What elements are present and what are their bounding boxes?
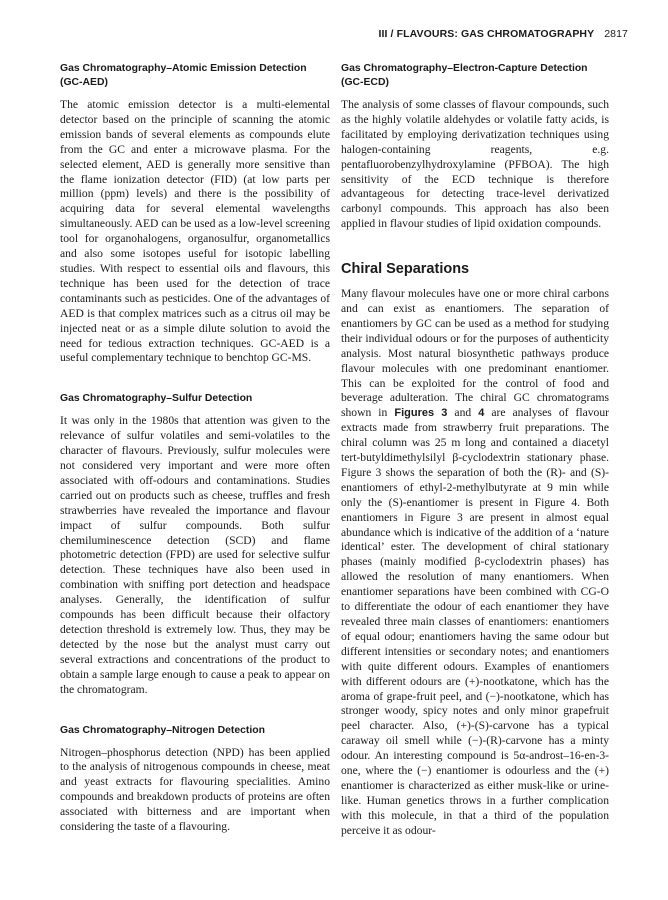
figure-reference-4[interactable]: 4: [478, 407, 485, 420]
paragraph-gc-ecd: The analysis of some classes of flavour compounds, such as the highly volatile aldehydes or volatile fatty acids, is facilitated by employing derivatization techniques using halogen-containing reagents, e.g. pentafluorobenzylhydroxylamine (PFBOA). The high sensitivity of the ECD technique is therefore advantageous for detecting trace-level derivatized carbonyl compounds. This approach has also been applied in flavour studies of lipid oxidation compounds.: [341, 98, 609, 231]
running-head: [378, 28, 628, 40]
section-gc-aed: [60, 62, 330, 366]
paragraph-gc-nitrogen: Nitrogen–phosphorus detection (NPD) has been applied to the analysis of nitrogenous compounds in cheese, meat and yeast extracts for flavouring specialities. Amino compounds and breakdown products of proteins are often associated with bitterness and are important when considering the taste of a flavouring.: [60, 745, 330, 834]
running-head-title: III / FLAVOURS: GAS CHROMATOGRAPHY: [378, 28, 595, 40]
chiral-text-part-a: Many flavour molecules have one or more chiral carbons and can exist as enantiomers. The separation of enantiomers by GC can be used as a method for studying their individual odours or for the purposes of authenticity analysis. Most natural biosynthetic pathways produce flavour molecules with one predominant enantiomer. This can be exploited for the control of food and beverage adulteration. The chiral GC chromatograms shown in: [341, 287, 609, 420]
paragraph-gc-sulfur: It was only in the 1980s that attention was given to the relevance of sulfur volatiles and semi-volatiles to the character of flavours. Previously, sulfur molecules were not considered very important and were more often associated with off-odours and contaminations. Studies carried out on products such as cheese, truffles and fresh strawberries have revealed the importance and flavour impact of sulfur compounds. Both sulfur chemiluminescence detection (SCD) and flame photometric detection (FPD) are used for selective sulfur detection. These techniques have also been used in combination with sniffing port detection and headspace analyses. Generally, the identification of sulfur compounds has been difficult because their olfactory detection threshold is extremely low. Thus, they may be detected by the nose but the analyst must carry out several extractions and concentrations of the product to obtain a sample large enough to cause a peak to appear on the chromatogram.: [60, 414, 330, 696]
paragraph-chiral-separations: [341, 287, 609, 839]
section-gc-sulfur: [60, 392, 330, 697]
heading-chiral-separations: Chiral Separations: [341, 261, 470, 278]
section-gc-nitrogen: [60, 724, 330, 835]
chiral-text-and: and: [447, 406, 479, 420]
section-gc-ecd: [341, 62, 609, 232]
figure-reference-3[interactable]: Figures 3: [394, 407, 448, 420]
right-column: [341, 62, 609, 839]
heading-gc-nitrogen: Gas Chromatography–Nitrogen Detection: [60, 724, 265, 736]
heading-gc-sulfur: Gas Chromatography–Sulfur Detection: [60, 393, 253, 405]
paragraph-gc-aed: The atomic emission detector is a multi-elemental detector based on the principle of scanning the atomic emission bands of several elements as compounds elute from the GC and enter a microwave plasma. For the selected element, AED is generally more sensitive than the flame ionization detector (FID) (at low parts per million (ppm) levels) and there is the possibility of acquiring data for several elemental wavelengths simultaneously. AED can be used as a low-level screening tool for organohalogens, organosulfur, organometallics and also some isotopes useful for isotopic labelling studies. With respect to essential oils and flavours, this technique has been used for the detection of trace contaminants such as pesticides. One of the advantages of AED is that complex matrices such as a citrus oil may be injected neat or as a simple dilute solution to avoid the need for tedious extraction techniques. GC-AED is a useful complementary technique to benchtop GC-MS.: [60, 98, 331, 365]
heading-gc-ecd: Gas Chromatography–Electron-Capture Detection (GC-ECD): [341, 63, 588, 88]
chiral-text-part-b: are analyses of flavour extracts made from strawberry fruit preparations. The chiral column was 25 m long and contained a diacetyl tert-butyldimethylsilyl β-cyclodextrin stationary phase. Figure 3 shows the separation of both the (R)- and (S)-enantiomers of ethyl-2-methylbutyrate at 9 min while only the (S)-enantiomer is present in Figure 4. Both enantiomers in Figure 3 are present in almost equal abundance which is indicative of the addition of a ‘nature identical’ ester. The development of chiral stationary phases (mainly modified β-cyclodextrin phases) has allowed the resolution of many enantiomers. When enantiomer separations have been combined with CG-O to differentiate the odour of each enantiomer they have revealed three main classes of enantiomers: enantiomers of equal odour; enantiomers having the same odour but different intensities or secondary notes; and enantiomers with quite different odours. Examples of enantiomers with different odours are (+)-nootkatone, which has the aroma of grape-fruit peel, and (−)-nootkatone, which has stronger woody, spicy notes and only minor grapefruit peel character. Also, (+)-(S)-carvone has a typical caraway oil smell while (−)-(R)-carvone has a minty odour. An interesting compound is 5α-androst–16-en-3-one, where the (−) enantiomer is odourless and the (+) enantiomer is characterized as either musk-like or urine-like. Human genetics throws in a further complication with this molecule, in that a third of the population perceive it as odour-: [341, 406, 610, 837]
left-column: [60, 62, 330, 835]
section-chiral-separations: [341, 262, 609, 838]
heading-gc-aed: Gas Chromatography–Atomic Emission Detection (GC-AED): [60, 63, 307, 88]
page-number: 2817: [604, 28, 628, 40]
